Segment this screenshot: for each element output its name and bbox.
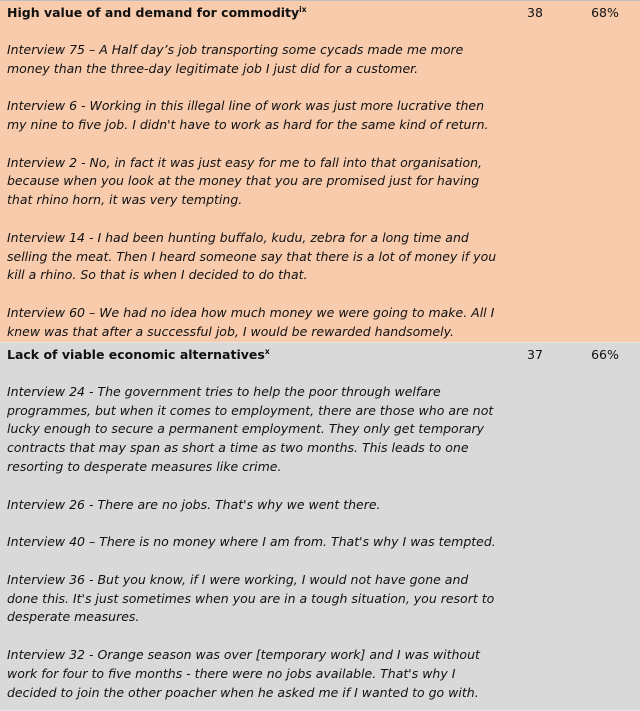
quote-list: [7, 41, 502, 342]
count-cell: 37: [527, 347, 543, 362]
percent-cell: 68%: [591, 5, 619, 20]
percent-cell: 66%: [591, 347, 619, 362]
footnote-marker: x: [264, 346, 270, 356]
interview-quote: Interview 14 - I had been hunting buffalo, kudu, zebra for a long time and selling the meat. Then I heard someone say that there is a lot of money if you kill a rhino. So that is when I decided to do that.: [7, 229, 497, 283]
interview-quote: Interview 26 - There are no jobs. That's why we went there.: [7, 496, 381, 512]
interview-quote: Interview 75 – A Half day’s job transporting some cycads made me more money than the three-day legitimate job I just did for a customer.: [7, 41, 464, 76]
theme-cell: [7, 4, 502, 342]
theme-heading: [7, 4, 502, 22]
table-row-lack-of-alternatives: [0, 343, 640, 711]
interview-quote: Interview 24 - The government tries to help the poor through welfare programmes, but when it comes to employment, there are those who are not lucky enough to secure a permanent employment. They only get temporary contracts that may span as short a time as two months. This leads to one resorting to desperate measures like crime.: [7, 383, 494, 474]
table-row-high-value: [0, 1, 640, 343]
theme-heading-text: High value of and demand for commodity: [7, 5, 300, 20]
count-cell: 38: [527, 5, 543, 20]
interview-quote: Interview 2 - No, in fact it was just easy for me to fall into that organisation, because when you look at the money that you are promised just for having that rhino horn, it was very tempting.: [7, 154, 483, 208]
interview-quote: Interview 32 - Orange season was over [temporary work] and I was without work for four to five months - there were no jobs available. That's why I decided to join the other poacher when he asked me if I wanted to go with.: [7, 646, 480, 700]
theme-heading: [7, 346, 502, 364]
theme-cell: [7, 346, 502, 702]
theme-heading-text: Lack of viable economic alternatives: [7, 347, 265, 362]
interview-quote: Interview 6 - Working in this illegal line of work was just more lucrative then my nine to five job. I didn't have to work as hard for the same kind of return.: [7, 98, 489, 132]
footnote-marker: ix: [299, 4, 307, 14]
interview-quote: Interview 36 - But you know, if I were working, I would not have gone and done this. It's just sometimes when you are in a tough situation, you resort to desperate measures.: [7, 571, 495, 625]
quote-list: [7, 383, 502, 703]
interview-quote: Interview 60 – We had no idea how much money we were going to make. All I knew was that after a successful job, I would be rewarded handsomely.: [7, 304, 495, 339]
interview-quote: Interview 40 – There is no money where I am from. That's why I was tempted.: [7, 534, 496, 550]
